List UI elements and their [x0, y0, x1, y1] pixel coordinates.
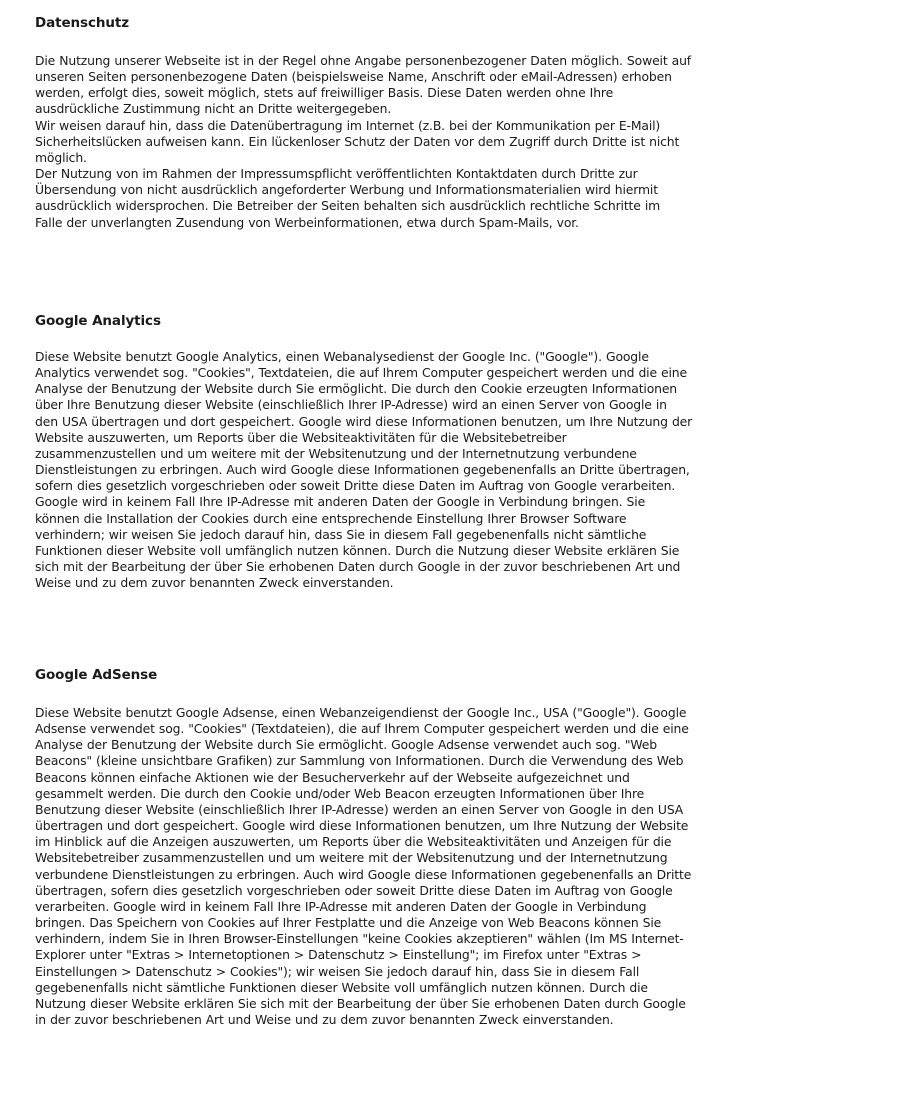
- text-line: verhindern, indem Sie in Ihren Browser-Einstellungen "keine Cookies akzeptieren" wählen (Im MS Internet-: [35, 931, 684, 947]
- text-line: Diese Website benutzt Google Analytics, einen Webanalysedienst der Google Inc. ("Google"). Google: [35, 349, 649, 364]
- section-heading: Google Analytics: [35, 313, 161, 329]
- text-line: im Hinblick auf die Anzeigen auszuwerten, um Reports über die Websiteaktivitäten und Anzeigen für die: [35, 834, 672, 850]
- text-line: sofern dies gesetzlich vorgeschrieben oder soweit Dritte diese Daten im Auftrag von Google verarbeiten.: [35, 478, 676, 494]
- text-line: bringen. Das Speichern von Cookies auf Ihrer Festplatte und die Anzeige von Web Beacons können Sie: [35, 915, 662, 931]
- text-line: möglich.: [35, 149, 87, 165]
- text-line: gesammelt werden. Die durch den Cookie und/oder Web Beacon erzeugten Informationen über Ihre: [35, 785, 645, 801]
- text-line: ausdrücklich widersprochen. Die Betreiber der Seiten behalten sich ausdrücklich rechtliche Schritte im: [35, 198, 661, 214]
- text-line: gegebenenfalls nicht sämtliche Funktionen dieser Website voll umfänglich nutzen können. Durch die: [35, 979, 648, 995]
- section-heading: Datenschutz: [35, 15, 130, 31]
- text-line: Adsense verwendet sog. "Cookies" (Textdateien), die auf Ihrem Computer gespeichert werden und die eine: [35, 721, 689, 737]
- text-line: Nutzung dieser Website erklären Sie sich mit der Bearbeitung der über Sie erhobenen Daten durch Google: [35, 995, 686, 1011]
- text-line: Falle der unverlangten Zusendung von Werbeinformationen, etwa durch Spam-Mails, vor.: [35, 214, 579, 230]
- text-line: Benutzung dieser Website (einschließlich Ihrer IP-Adresse) werden an einen Server von Google in den USA: [35, 801, 684, 817]
- text-line: Diese Website benutzt Google Adsense, einen Webanzeigendienst der Google Inc., USA ("Google"). Google: [35, 705, 687, 720]
- text-line: Google wird in keinem Fall Ihre IP-Adresse mit anderen Daten der Google in Verbindung bringen. Sie: [35, 494, 646, 510]
- text-line: Der Nutzung von im Rahmen der Impressumspflicht veröffentlichten Kontaktdaten durch Dritte zur: [35, 166, 638, 182]
- text-line: Weise und zu dem zuvor benannten Zweck einverstanden.: [35, 575, 394, 591]
- text-line: Übersendung von nicht ausdrücklich angeforderter Werbung und Informationsmaterialien wird hiermit: [35, 182, 658, 198]
- text-line: Analyse der Benutzung der Website durch Sie ermöglicht. Google Adsense verwendet auch sog. "Web: [35, 737, 657, 753]
- text-line: unseren Seiten personenbezogene Daten (beispielsweise Name, Anschrift oder eMail-Adressen) erhoben: [35, 69, 672, 85]
- text-line: über Ihre Benutzung dieser Website (einschließlich Ihrer IP-Adresse) wird an einen Server von Google in: [35, 397, 667, 413]
- text-line: Explorer unter "Extras > Internetoptionen > Datenschutz > Einstellung"; im Firefox unter "Extras >: [35, 947, 642, 963]
- text-line: verhindern; wir weisen Sie jedoch darauf hin, dass Sie in diesem Fall gegebenenfalls nicht sämtliche: [35, 526, 647, 542]
- text-line: Analytics verwendet sog. "Cookies", Textdateien, die auf Ihrem Computer gespeichert werden und die eine: [35, 365, 687, 381]
- text-line: verbundene Dienstleistungen zu erbringen. Auch wird Google diese Informationen gegebenenfalls an Dritte: [35, 866, 692, 882]
- text-line: Website auszuwerten, um Reports über die Websiteaktivitäten für die Websitebetreiber: [35, 429, 567, 445]
- text-line: übertragen und dort gespeichert. Google wird diese Informationen benutzen, um Ihre Nutzung der Website: [35, 818, 689, 834]
- text-line: Websitebetreiber zusammenzustellen und um weitere mit der Websitenutzung und der Internetnutzung: [35, 850, 668, 866]
- text-line: Beacons können einfache Aktionen wie der Besucherverkehr auf der Webseite aufgezeichnet und: [35, 769, 630, 785]
- text-line: Einstellungen > Datenschutz > Cookies"); wir weisen Sie jedoch darauf hin, dass Sie in diesem Fall: [35, 963, 640, 979]
- section-datenschutz: [35, 14, 865, 230]
- text-line: können die Installation der Cookies durch eine entsprechende Einstellung Ihrer Browser Software: [35, 510, 627, 526]
- text-line: Dienstleistungen zu erbringen. Auch wird Google diese Informationen gegebenenfalls an Dritte übertragen,: [35, 462, 690, 478]
- text-line: Funktionen dieser Website voll umfänglich nutzen können. Durch die Nutzung dieser Website erklären Sie: [35, 542, 680, 558]
- text-line: Wir weisen darauf hin, dass die Datenübertragung im Internet (z.B. bei der Kommunikation per E-Mail): [35, 117, 661, 133]
- text-line: Sicherheitslücken aufweisen kann. Ein lückenloser Schutz der Daten vor dem Zugriff durch Dritte ist nicht: [35, 133, 680, 149]
- section-google-analytics: [35, 312, 865, 591]
- section-body: [35, 705, 691, 1028]
- text-line: Beacons" (kleine unsichtbare Grafiken) zur Sammlung von Informationen. Durch die Verwendung des Web: [35, 753, 684, 769]
- text-line: verarbeiten. Google wird in keinem Fall Ihre IP-Adresse mit anderen Daten der Google in Verbindung: [35, 898, 647, 914]
- text-line: in der zuvor beschriebenen Art und Weise und zu dem zuvor benannten Zweck einverstanden.: [35, 1011, 614, 1027]
- text-line: zusammenzustellen und um weitere mit der Websitenutzung und der Internetnutzung verbundene: [35, 445, 637, 461]
- text-line: den USA übertragen und dort gespeichert. Google wird diese Informationen benutzen, um Ihre Nutzung der: [35, 413, 693, 429]
- section-body: [35, 53, 691, 231]
- text-line: sich mit der Bearbeitung der über Sie erhobenen Daten durch Google in der zuvor beschriebenen Art und: [35, 559, 681, 575]
- section-body: [35, 349, 692, 591]
- text-line: übertragen, sofern dies gesetzlich vorgeschrieben oder soweit Dritte diese Daten im Auftrag von Google: [35, 882, 673, 898]
- section-heading: Google AdSense: [35, 667, 158, 683]
- text-line: Die Nutzung unserer Webseite ist in der Regel ohne Angabe personenbezogener Daten möglich. Soweit auf: [35, 53, 691, 68]
- text-line: ausdrückliche Zustimmung nicht an Dritte weitergegeben.: [35, 101, 392, 117]
- section-google-adsense: [35, 666, 865, 1027]
- text-line: Analyse der Benutzung der Website durch Sie ermöglicht. Die durch den Cookie erzeugten Informationen: [35, 381, 678, 397]
- text-line: werden, erfolgt dies, soweit möglich, stets auf freiwilliger Basis. Diese Daten werden ohne Ihre: [35, 85, 614, 101]
